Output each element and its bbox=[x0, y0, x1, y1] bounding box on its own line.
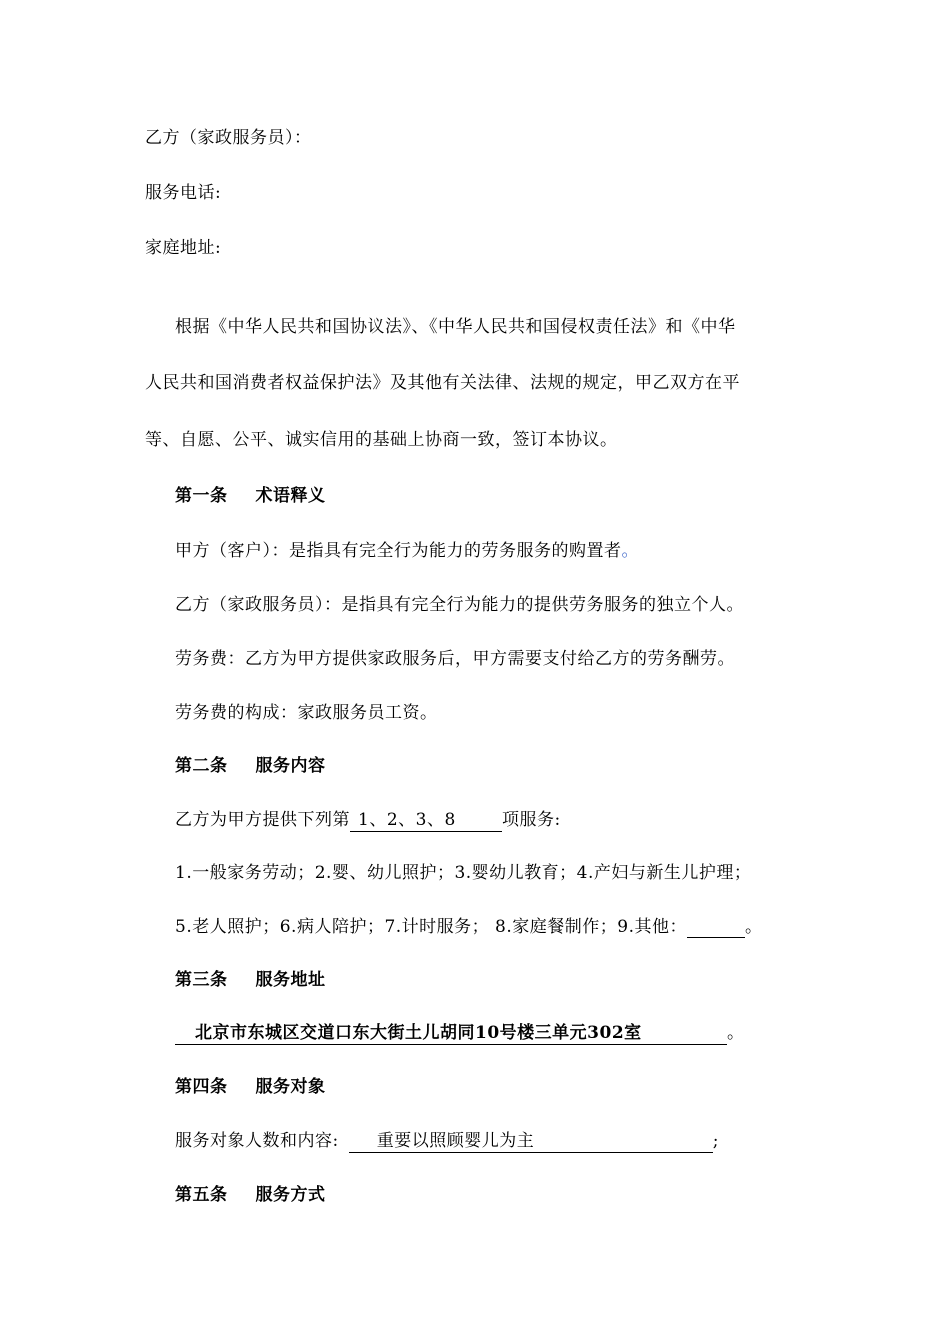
article-5-heading bbox=[175, 1184, 326, 1206]
article-2-number: 第二条 bbox=[175, 756, 228, 776]
selected-items-field: 1、2、3、8 bbox=[350, 809, 502, 832]
article-1-line-1-text: 甲方（客户）：是指具有完全行为能力的劳务服务的购置者 bbox=[175, 541, 622, 561]
article-1-heading bbox=[175, 485, 326, 507]
article-2-heading bbox=[175, 755, 326, 777]
service-address-field: 北京市东城区交道口东大街土儿胡同10号楼三单元302室 bbox=[175, 1022, 727, 1045]
article-4-heading bbox=[175, 1076, 326, 1098]
article-3-title: 服务地址 bbox=[255, 970, 326, 990]
article-3-address-line bbox=[175, 1022, 745, 1045]
other-service-blank bbox=[687, 919, 745, 938]
article-1-line-1 bbox=[175, 540, 639, 562]
address-label: 家庭地址: bbox=[145, 238, 222, 258]
article-1-line-4: 劳务费的构成：家政服务员工资。 bbox=[175, 703, 438, 723]
article-2-intro bbox=[175, 809, 561, 832]
party-b-label: 乙方（家政服务员）： bbox=[145, 128, 312, 148]
article-2-title: 服务内容 bbox=[255, 756, 326, 776]
article-2-options-line-2-end: 。 bbox=[745, 917, 763, 937]
article-2-options-line-2-text: 5.老人照护；6.病人陪护；7.计时服务； 8.家庭餐制作；9.其他： bbox=[175, 917, 688, 937]
article-2-options-line-2 bbox=[175, 916, 763, 938]
article-3-end: 。 bbox=[727, 1023, 745, 1043]
article-4-content-line bbox=[175, 1130, 719, 1153]
article-4-title: 服务对象 bbox=[255, 1077, 326, 1097]
article-2-options-line-1: 1.一般家务劳动；2.婴、幼儿照护；3.婴幼儿教育；4.产妇与新生儿护理； bbox=[175, 863, 752, 883]
article-5-title: 服务方式 bbox=[255, 1185, 326, 1205]
article-5-number: 第五条 bbox=[175, 1185, 228, 1205]
article-2-intro-suffix: 项服务: bbox=[502, 810, 561, 830]
preamble-line-2: 人民共和国消费者权益保护法》及其他有关法律、法规的规定，甲乙双方在平 bbox=[145, 373, 740, 393]
article-1-line-3: 劳务费：乙方为甲方提供家政服务后，甲方需要支付给乙方的劳务酬劳。 bbox=[175, 649, 735, 669]
article-1-line-2: 乙方（家政服务员）：是指具有完全行为能力的提供劳务服务的独立个人。 bbox=[175, 595, 744, 615]
article-3-heading bbox=[175, 969, 326, 991]
article-4-number: 第四条 bbox=[175, 1077, 228, 1097]
article-1-title: 术语释义 bbox=[255, 486, 326, 506]
article-4-prefix: 服务对象人数和内容: bbox=[175, 1131, 339, 1151]
article-4-end: ; bbox=[712, 1131, 719, 1151]
service-target-field: 重要以照顾婴儿为主 bbox=[349, 1130, 713, 1153]
phone-label: 服务电话: bbox=[145, 183, 222, 203]
preamble-line-3: 等、自愿、公平、诚实信用的基础上协商一致，签订本协议。 bbox=[145, 430, 618, 450]
preamble-line-1: 根据《中华人民共和国协议法》、《中华人民共和国侵权责任法》和《中华 bbox=[175, 317, 736, 337]
article-1-number: 第一条 bbox=[175, 486, 228, 506]
article-2-intro-prefix: 乙方为甲方提供下列第 bbox=[175, 810, 350, 830]
article-3-number: 第三条 bbox=[175, 970, 228, 990]
article-1-line-1-end: 。 bbox=[621, 541, 639, 561]
